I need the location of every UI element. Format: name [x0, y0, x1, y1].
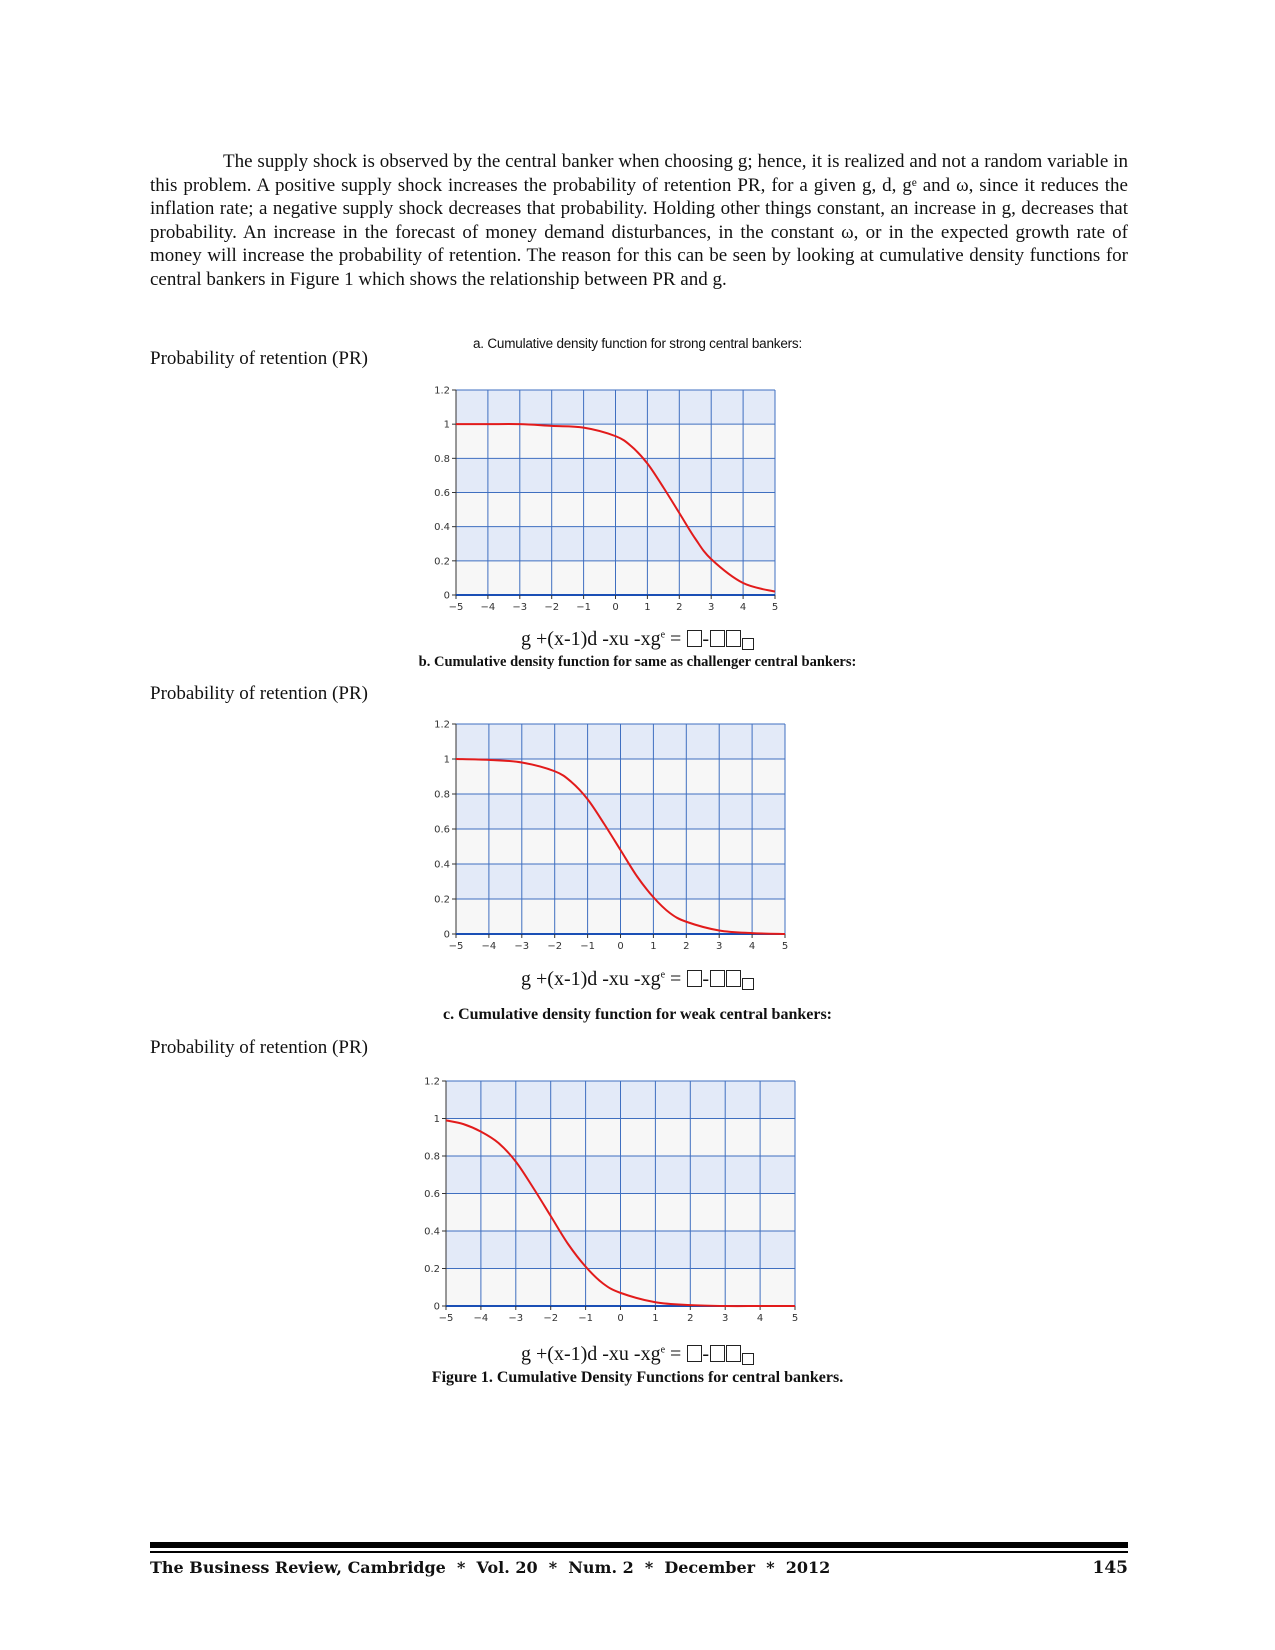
y-tick-label: 0 [433, 1301, 440, 1313]
x-tick-label: −1 [576, 602, 591, 613]
x-tick-label: −1 [578, 1313, 593, 1324]
footer-rule-thick [150, 1542, 1128, 1548]
y-tick-label: 0.4 [424, 1226, 440, 1238]
missing-glyph-box [742, 1353, 754, 1365]
x-tick-label: 0 [617, 941, 624, 952]
y-tick-label: 0.8 [424, 1151, 440, 1163]
panel-c-y-label: Probability of retention (PR) [150, 1037, 368, 1058]
y-tick-label: 0.4 [434, 522, 450, 534]
formula-equals: = [670, 628, 682, 650]
x-tick-label: 4 [756, 1313, 764, 1324]
x-tick-label: −2 [544, 602, 560, 613]
panel-b-formula [0, 968, 1275, 991]
formula-minus: - [702, 968, 709, 990]
x-tick-label: 4 [748, 941, 756, 952]
x-tick-label: 5 [771, 602, 779, 613]
x-tick-label: 4 [739, 602, 747, 613]
formula-minus: - [702, 1343, 709, 1365]
y-tick-label: 1.2 [434, 385, 450, 397]
panel-a-formula [0, 628, 1275, 651]
x-tick-label: −5 [438, 1313, 454, 1324]
chart-panel-b [420, 719, 790, 964]
formula-superscript: e [660, 629, 666, 641]
figure-caption: Figure 1. Cumulative Density Functions for central bankers. [431, 1369, 844, 1386]
x-tick-label: 3 [708, 602, 715, 613]
x-tick-label: −5 [448, 602, 464, 613]
footer-rule-thin [150, 1551, 1128, 1553]
x-tick-label: 5 [791, 1313, 799, 1324]
x-tick-label: 2 [687, 1313, 694, 1324]
x-tick-label: −2 [547, 941, 563, 952]
formula-superscript: e [660, 969, 666, 981]
body-text: The supply shock is observed by the central banker when choosing g; hence, it is realized and not a random variable in this problem. A positive supply shock increases the probability of retention PR, for a given g, d, gᵉ and ω, since it reduces the inflation rate; a negative supply shock decreases that probability. Holding other things constant, an increase in g, decreases that probability. An increase in the forecast of money demand disturbances, in the constant ω, or in the expected growth rate of money will increase the probability of retention. The reason for this can be seen by looking at cumulative density functions for central bankers in Figure 1 which shows the relationship between PR and g. [150, 151, 1128, 290]
y-tick-label: 0 [443, 929, 450, 941]
missing-glyph-box [710, 970, 725, 987]
y-tick-label: 0.6 [434, 824, 450, 836]
y-tick-label: 0.6 [424, 1189, 440, 1200]
page-number: 145 [1092, 1558, 1128, 1578]
formula-superscript: e [660, 1344, 666, 1356]
missing-glyph-box [726, 630, 741, 647]
y-tick-label: 0.2 [424, 1264, 440, 1275]
x-tick-label: 3 [722, 1313, 729, 1324]
x-tick-label: 2 [683, 941, 690, 952]
chart-panel-c [410, 1076, 800, 1336]
x-tick-label: −4 [473, 1313, 489, 1324]
panel-a-y-label: Probability of retention (PR) [150, 348, 368, 369]
missing-glyph-box [710, 630, 725, 647]
x-tick-label: 1 [644, 602, 651, 613]
y-tick-label: 0 [443, 590, 450, 602]
x-tick-label: −5 [448, 941, 464, 952]
y-tick-label: 1 [443, 754, 450, 766]
y-tick-label: 0.2 [434, 894, 450, 906]
x-tick-label: −4 [480, 602, 496, 613]
x-tick-label: 1 [652, 1313, 659, 1324]
missing-glyph-box [687, 970, 702, 987]
footer-journal: The Business Review, Cambridge * Vol. 20 * Num. 2 * December * 2012 [150, 1558, 831, 1577]
x-tick-label: −3 [512, 602, 528, 613]
panel-c-caption: c. Cumulative density function for weak central bankers: [442, 1006, 833, 1023]
formula-equals: = [670, 968, 682, 990]
formula-lhs: g +(x-1)d -xu -xg [521, 968, 661, 990]
x-tick-label: −2 [543, 1313, 559, 1324]
y-tick-label: 0.8 [434, 789, 450, 801]
y-tick-label: 1 [443, 419, 450, 431]
x-tick-label: −3 [508, 1313, 524, 1324]
y-tick-label: 0.8 [434, 453, 450, 465]
x-tick-label: −4 [481, 941, 497, 952]
y-tick-label: 0.4 [434, 859, 450, 871]
formula-lhs: g +(x-1)d -xu -xg [521, 1343, 661, 1365]
body-paragraph [150, 150, 1128, 291]
x-tick-label: 0 [612, 602, 619, 613]
panel-c-formula [0, 1343, 1275, 1366]
y-tick-label: 0.2 [434, 556, 450, 568]
x-tick-label: 3 [716, 941, 723, 952]
x-tick-label: 2 [676, 602, 683, 613]
missing-glyph-box [726, 970, 741, 987]
x-tick-label: −3 [514, 941, 530, 952]
x-tick-label: 1 [650, 941, 657, 952]
formula-minus: - [702, 628, 709, 650]
panel-b-y-label: Probability of retention (PR) [150, 683, 368, 704]
missing-glyph-box [710, 1345, 725, 1362]
y-tick-label: 1.2 [424, 1076, 440, 1088]
x-tick-label: 0 [617, 1313, 624, 1324]
x-tick-label: 5 [781, 941, 789, 952]
chart-panel-a [420, 385, 780, 625]
y-tick-label: 1.2 [434, 719, 450, 731]
missing-glyph-box [742, 638, 754, 650]
panel-a-caption: a. Cumulative density function for strong central bankers: [472, 336, 803, 351]
missing-glyph-box [687, 1345, 702, 1362]
missing-glyph-box [726, 1345, 741, 1362]
formula-lhs: g +(x-1)d -xu -xg [521, 628, 661, 650]
y-tick-label: 0.6 [434, 488, 450, 499]
y-tick-label: 1 [433, 1114, 440, 1125]
x-tick-label: −1 [580, 941, 595, 952]
missing-glyph-box [742, 978, 754, 990]
missing-glyph-box [687, 630, 702, 647]
panel-b-caption: b. Cumulative density function for same as challenger central bankers: [418, 654, 857, 670]
formula-equals: = [670, 1343, 682, 1365]
